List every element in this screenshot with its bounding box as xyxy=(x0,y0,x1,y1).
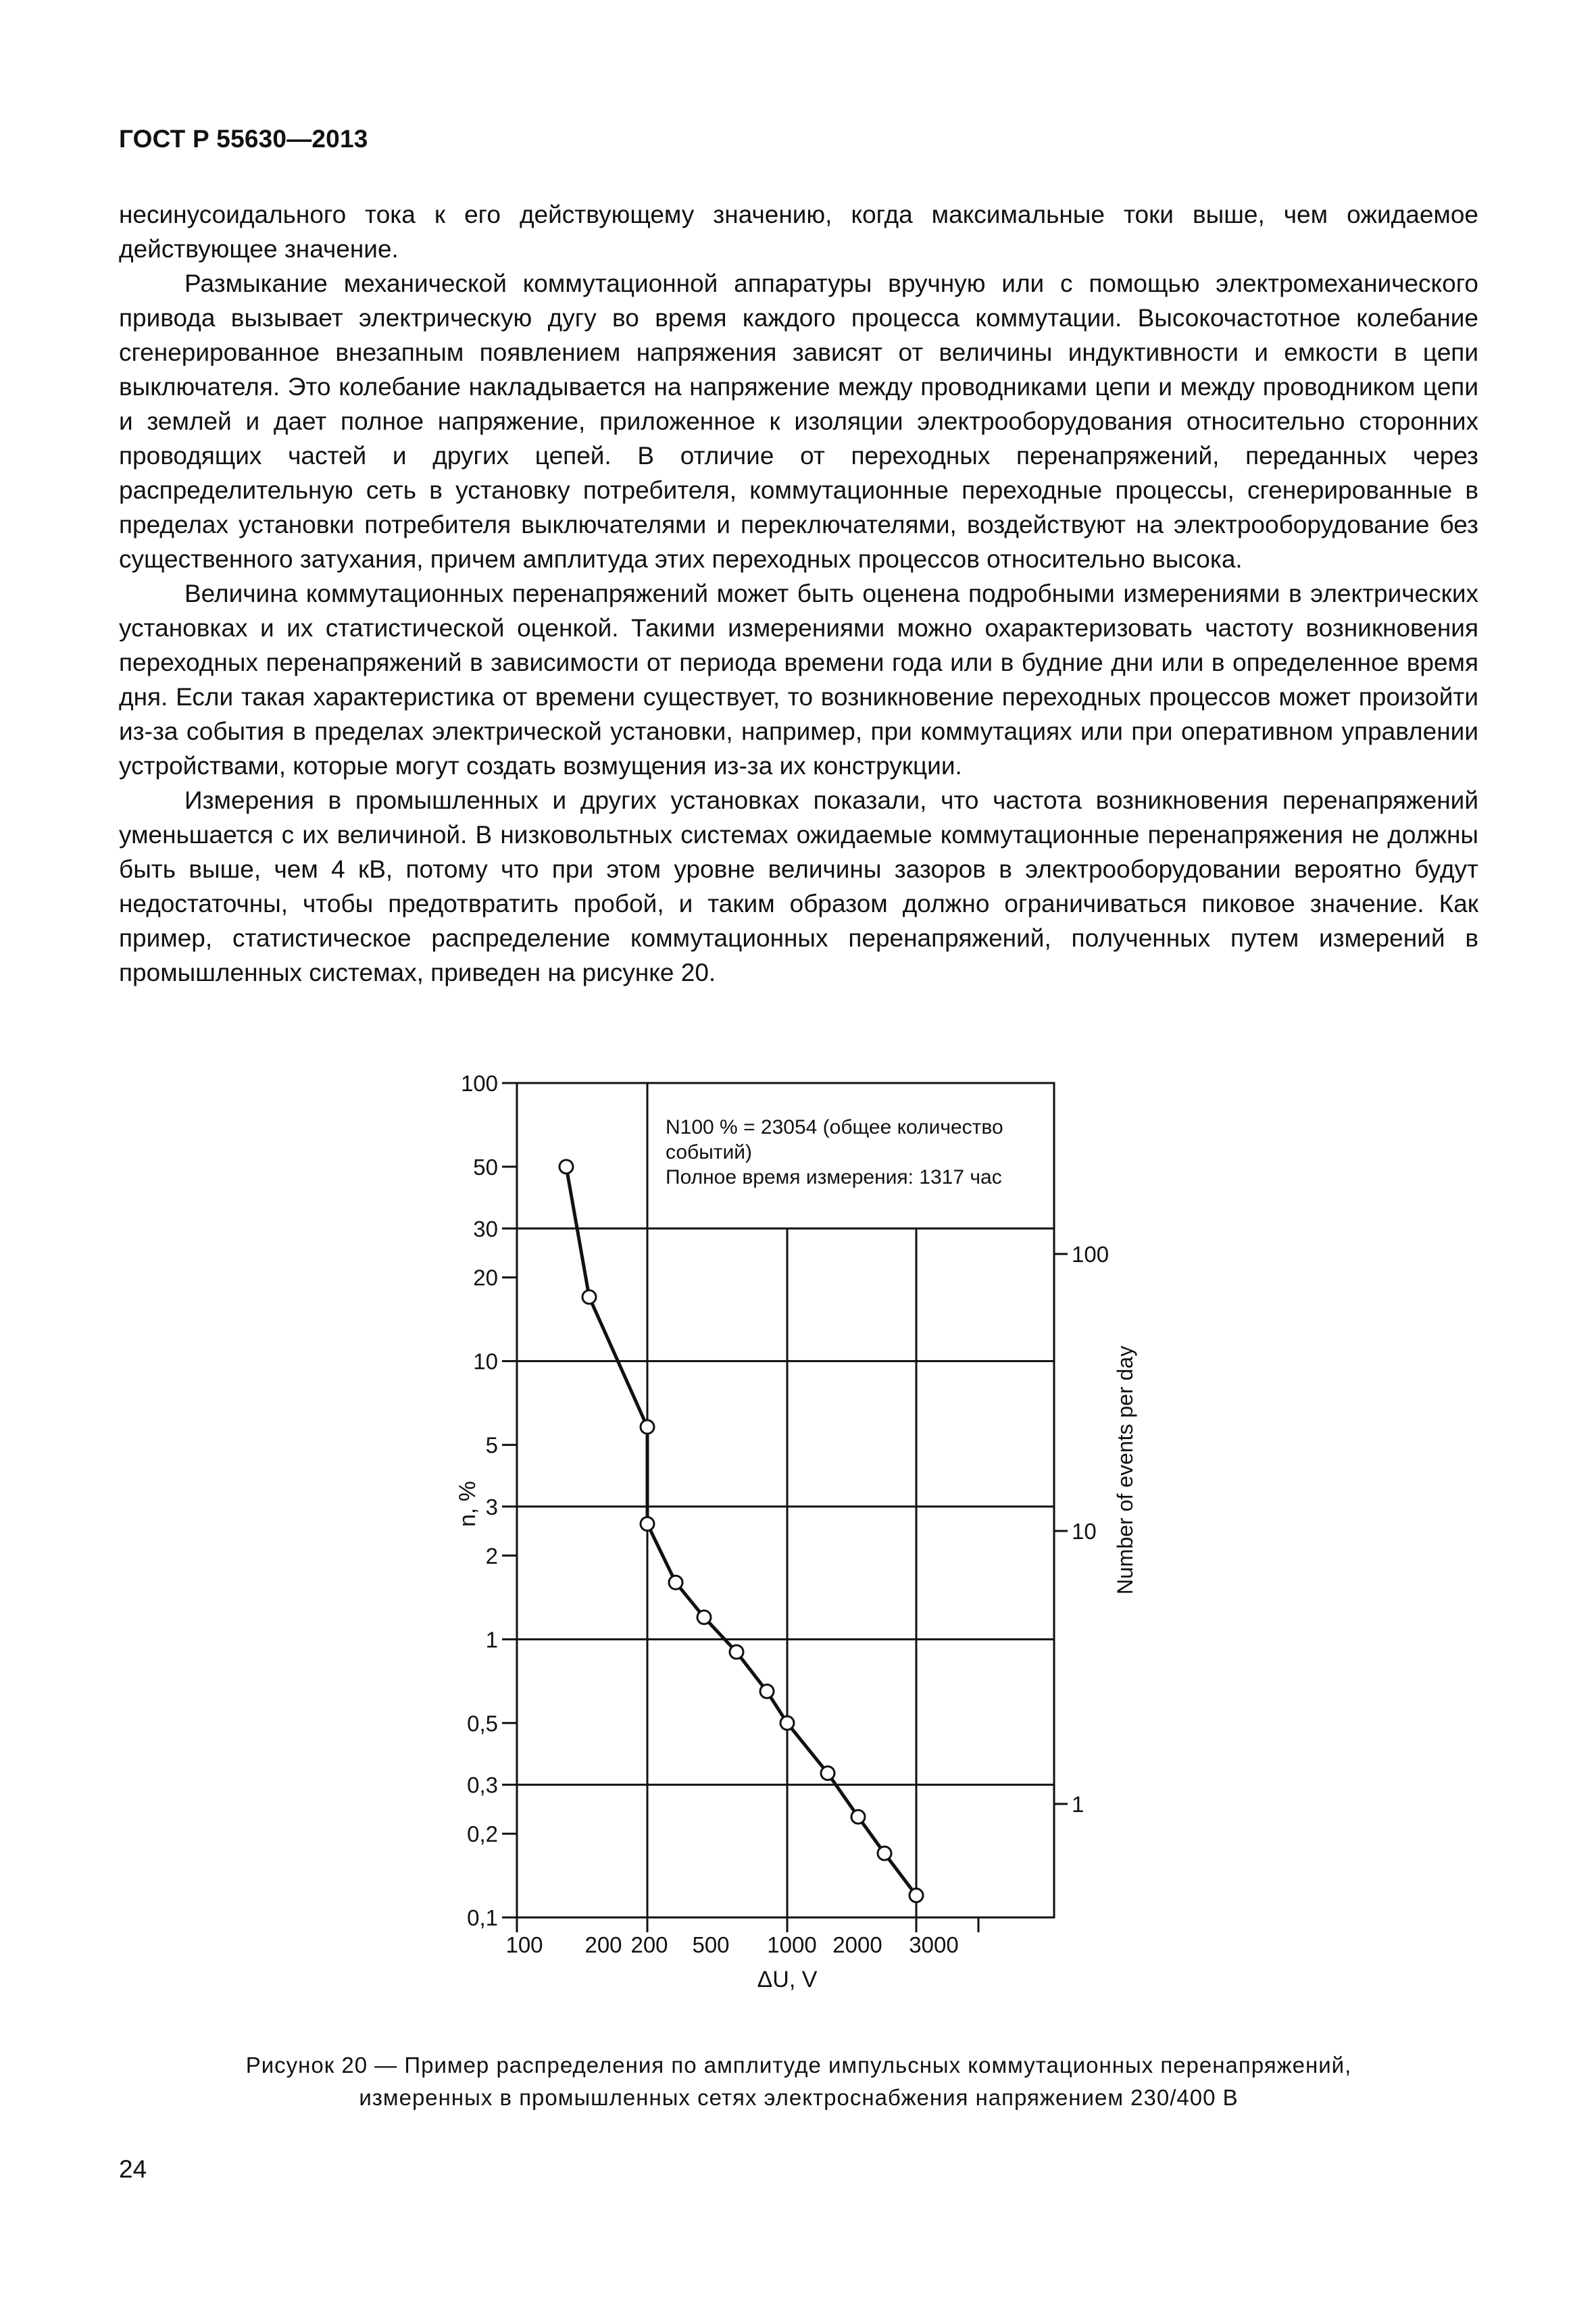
x-tick-label: 1000 xyxy=(767,1932,817,1957)
y-tick-label: 0,1 xyxy=(467,1905,498,1930)
x-tick-label: 200 xyxy=(630,1932,668,1957)
fitted-curve xyxy=(566,1167,916,1895)
caption-line: измеренных в промышленных сетях электроснабжения напряжением 230/400 В xyxy=(359,2085,1239,2110)
right-axis-title: Number of events per day xyxy=(1113,1345,1137,1595)
data-point xyxy=(730,1645,743,1659)
data-point xyxy=(821,1767,834,1780)
y-tick-label: 1 xyxy=(485,1627,498,1653)
chart-ticks xyxy=(502,1083,1068,1932)
body-text xyxy=(119,197,1478,990)
chart-labels xyxy=(455,1071,1137,1992)
data-point xyxy=(641,1517,654,1531)
data-point xyxy=(641,1420,654,1434)
data-point xyxy=(909,1888,923,1902)
paragraph: Величина коммутационных перенапряжений может быть оценена подробными измерениями в электрических установках и их статистической оценкой. Такими измерениями можно охарактеризовать частоту возникновения переходных перенапряжений в зависимости от периода времени года или в будние дни или в определенное время дня. Если такая характеристика от времени существует, то возникновение переходных процессов может произойти из-за события в пределах электрической установки, например, при коммутациях или при оперативном управлении устройствами, которые могут создать возмущения из-за их конструкции. xyxy=(119,580,1478,780)
annotation-line: событий) xyxy=(666,1141,753,1163)
y-tick-label: 5 xyxy=(485,1432,498,1458)
x-axis-title: ΔU, V xyxy=(757,1967,818,1992)
right-tick-label: 100 xyxy=(1072,1242,1109,1267)
y-tick-label: 20 xyxy=(473,1265,498,1290)
annotation-line: N100 % = 23054 (общее количество xyxy=(666,1116,1003,1138)
data-point xyxy=(780,1716,794,1730)
data-point xyxy=(760,1684,774,1698)
paragraph: Размыкание механической коммутационной аппаратуры вручную или с помощью электромеханического привода вызывает электрическую дугу во время каждого процесса коммутации. Высокочастотное колебание сгенерированное внезапным появлением напряжения зависят от величины индуктивности и емкости в цепи выключателя. Это колебание накладывается на напряжение между проводниками цепи и между проводником цепи и землей и дает полное напряжение, приложенное к изоляции электрооборудования относительно сторонних проводящих частей и других цепей. В отличие от переходных перенапряжений, переданных через распределительную сеть в установку потребителя, коммутационные переходные процессы, сгенерированные в пределах установки потребителя выключателями и переключателями, воздействуют на электрооборудование без существенного затухания, причем амплитуда этих переходных процессов относительно высока. xyxy=(119,270,1478,573)
y-tick-label: 0,3 xyxy=(467,1772,498,1798)
data-point xyxy=(697,1611,711,1624)
y-tick-label: 10 xyxy=(473,1349,498,1374)
paragraph: несинусоидального тока к его действующему значению, когда максимальные токи выше, чем ожидаемое действующее значение. xyxy=(119,201,1478,263)
y-tick-label: 50 xyxy=(473,1154,498,1180)
x-tick-label: 3000 xyxy=(909,1932,959,1957)
y-tick-label: 3 xyxy=(485,1494,498,1519)
data-point xyxy=(559,1160,573,1174)
right-tick-label: 1 xyxy=(1072,1792,1084,1817)
paragraph: Измерения в промышленных и других установках показали, что частота возникновения перенапряжений уменьшается с их величиной. В низковольтных системах ожидаемые коммутационные перенапряжения не должны быть выше, чем 4 кВ, потому что при этом уровне величины зазоров в электрооборудовании вероятно будут недостаточны, чтобы предотвратить пробой, и таким образом должно ограничиваться пиковое значение. Как пример, статистическое распределение коммутационных перенапряжений, полученных путем измерений в промышленных системах, приведен на рисунке 20. xyxy=(119,786,1478,986)
chart-points xyxy=(559,1160,923,1902)
chart-grid xyxy=(517,1083,1054,1917)
y-axis-title: n, % xyxy=(455,1480,480,1528)
caption-line: Рисунок 20 — Пример распределения по амплитуде импульсных коммутационных перенапряжений, xyxy=(245,2053,1352,2078)
data-point xyxy=(851,1810,865,1823)
right-tick-label: 10 xyxy=(1072,1519,1097,1544)
page-number: 24 xyxy=(119,2155,147,2183)
y-tick-label: 30 xyxy=(473,1216,498,1242)
figure-20-chart xyxy=(0,1054,1596,2027)
y-tick-label: 2 xyxy=(485,1543,498,1569)
y-tick-label: 0,2 xyxy=(467,1821,498,1847)
document-header: ГОСТ Р 55630—2013 xyxy=(119,125,368,153)
x-tick-label: 500 xyxy=(692,1932,730,1957)
x-tick-label: 100 xyxy=(505,1932,543,1957)
plot-frame xyxy=(517,1083,1054,1917)
chart-curve xyxy=(566,1167,916,1895)
figure-caption xyxy=(119,2049,1478,2114)
annotation-line: Полное время измерения: 1317 час xyxy=(666,1166,1002,1188)
chart-frame xyxy=(517,1083,1054,1917)
x-tick-label: 200 xyxy=(584,1932,622,1957)
data-point xyxy=(582,1290,596,1304)
y-tick-label: 0,5 xyxy=(467,1711,498,1736)
x-tick-label: 2000 xyxy=(832,1932,882,1957)
data-point xyxy=(878,1846,891,1860)
y-tick-label: 100 xyxy=(460,1071,498,1096)
data-point xyxy=(669,1576,682,1589)
